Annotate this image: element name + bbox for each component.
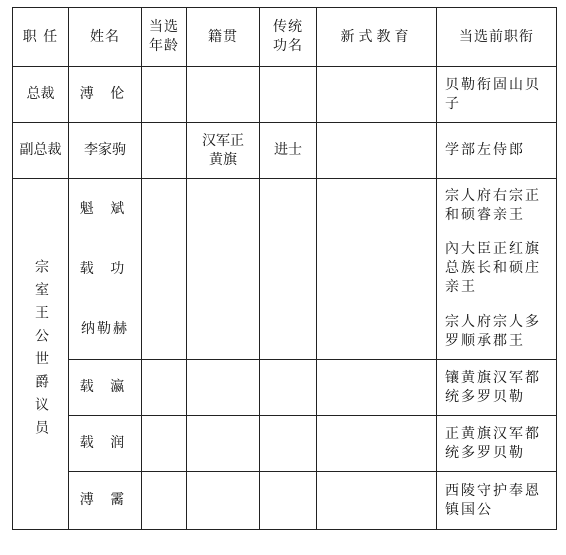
member-position: 內大臣正红旗总族长和硕庄亲王 xyxy=(445,241,541,296)
name-cell: 载 瀛 xyxy=(69,360,142,416)
member-position: 宗人府右宗正和硕睿亲王 xyxy=(445,187,541,223)
education-cell xyxy=(317,67,437,123)
age-cell xyxy=(142,472,187,530)
header-origin: 籍贯 xyxy=(187,8,260,67)
member-name: 魁 斌 xyxy=(79,200,131,217)
education-cell xyxy=(317,416,437,472)
age-cell xyxy=(142,67,187,123)
origin-cell xyxy=(187,416,260,472)
origin-cell xyxy=(187,360,260,416)
position-cell: 西陵守护奉恩镇国公 xyxy=(437,472,557,530)
header-role: 职 任 xyxy=(13,8,69,67)
table-row xyxy=(13,472,557,530)
member-name: 纳勒赫 xyxy=(81,320,129,337)
name-cell: 溥 霱 xyxy=(69,472,142,530)
header-age-text: 当选年龄 xyxy=(149,19,179,54)
role-royal-text: 宗室王公世爵议员 xyxy=(33,259,49,443)
name-cell: 溥 伦 xyxy=(69,67,142,123)
table-row xyxy=(13,416,557,472)
table-row xyxy=(13,179,557,360)
position-cell: 学部左侍郎 xyxy=(437,123,557,179)
origin-cell xyxy=(187,179,260,360)
age-cell xyxy=(142,179,187,360)
header-degree xyxy=(260,8,317,67)
role-cell-royal xyxy=(13,179,69,530)
origin-cell xyxy=(187,472,260,530)
degree-cell xyxy=(260,472,317,530)
age-cell xyxy=(142,416,187,472)
member-name: 载 功 xyxy=(79,260,131,277)
header-name: 姓名 xyxy=(69,8,142,67)
degree-cell xyxy=(260,179,317,360)
education-cell xyxy=(317,123,437,179)
education-cell xyxy=(317,472,437,530)
position-cell: 正黄旗汉军都统多罗贝勒 xyxy=(437,416,557,472)
table-row xyxy=(13,123,557,179)
header-position: 当选前职衔 xyxy=(437,8,557,67)
degree-cell xyxy=(260,360,317,416)
degree-cell: 进士 xyxy=(260,123,317,179)
name-cell-group xyxy=(69,179,142,360)
role-cell: 总裁 xyxy=(13,67,69,123)
header-degree-text: 传统功名 xyxy=(273,19,303,54)
member-position: 宗人府宗人多罗顺承郡王 xyxy=(445,314,541,350)
header-age xyxy=(142,8,187,67)
education-cell xyxy=(317,179,437,360)
table-container xyxy=(12,7,557,530)
name-cell: 载 润 xyxy=(69,416,142,472)
origin-cell xyxy=(187,123,260,179)
education-cell xyxy=(317,360,437,416)
table-row xyxy=(13,360,557,416)
age-cell xyxy=(142,360,187,416)
degree-cell xyxy=(260,416,317,472)
age-cell xyxy=(142,123,187,179)
degree-cell xyxy=(260,67,317,123)
header-modern-education: 新式教育 xyxy=(317,8,437,67)
position-cell-group xyxy=(437,179,557,360)
table-row xyxy=(13,67,557,123)
origin-cell xyxy=(187,67,260,123)
senators-table xyxy=(12,7,557,530)
header-row xyxy=(13,8,557,67)
origin-text: 汉军正黄旗 xyxy=(202,132,244,168)
position-cell: 镶黄旗汉军都统多罗贝勒 xyxy=(437,360,557,416)
position-cell: 贝勒衔固山贝子 xyxy=(437,67,557,123)
name-cell: 李家驹 xyxy=(69,123,142,179)
role-cell: 副总裁 xyxy=(13,123,69,179)
